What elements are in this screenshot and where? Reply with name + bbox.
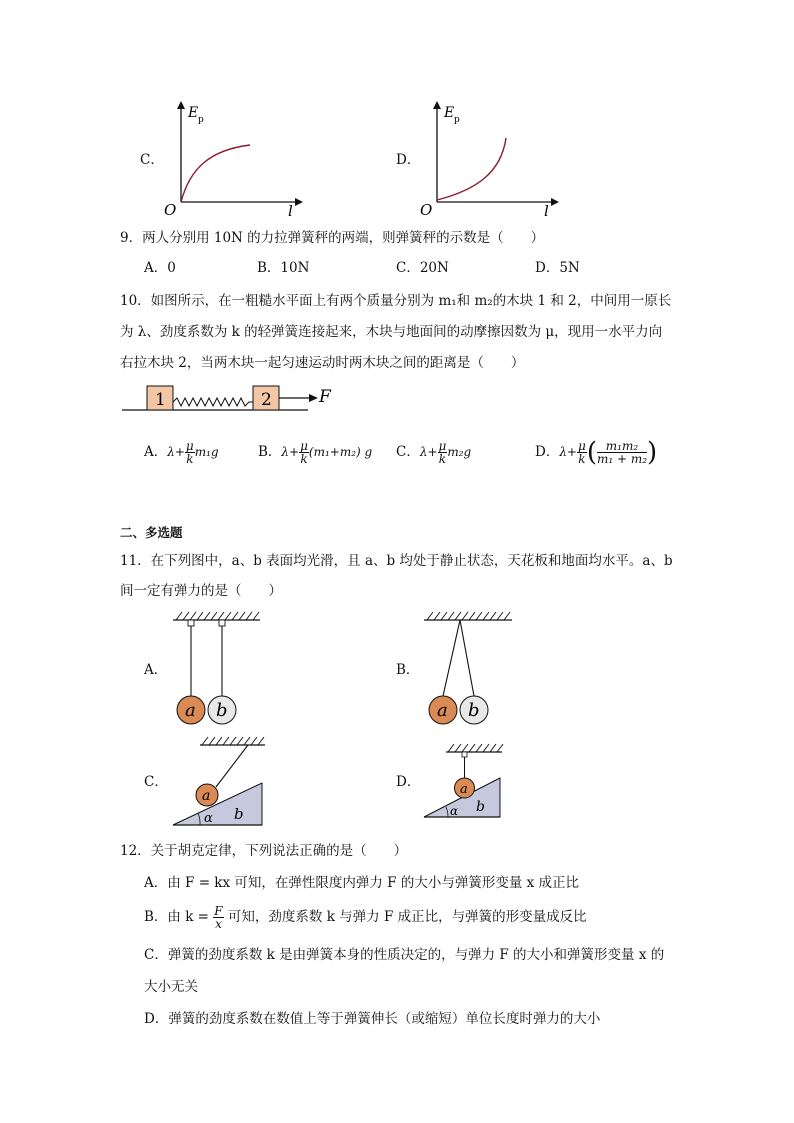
q12-option-a: A．由 F = kx 可知，在弹性限度内弹力 F 的大小与弹簧形变量 x 成正比 [144,875,580,891]
ball-a-label: a [437,700,448,721]
mu-over-k [438,440,448,465]
wedge-b-label: b [476,799,485,815]
spring [173,398,253,406]
expr-d-den: m₁ + m₂ [596,452,648,466]
ceiling-hatch [427,612,510,620]
q9-stem: 9．两人分别用 10N 的力拉弹簧秤的两端，则弹簧秤的示数是（ ） [120,230,545,246]
x: x [215,917,222,931]
option-letter: D． [535,444,560,460]
q10-stem-line3: 右拉木块 2，当两木块一起匀速运动时两木块之间的距离是（ ） [120,355,525,371]
k: k [578,452,586,466]
q10-option-b [258,440,372,465]
k: k [438,452,447,466]
mu-over-k [185,440,195,465]
ball-b-label: b [468,700,480,721]
lambda-plus: λ+ [559,445,577,459]
y-axis-sub: p [454,115,460,125]
mu-over-k [299,440,309,465]
q11-diagram-a [168,606,268,728]
k: k [186,452,194,466]
k: k [300,452,308,466]
q12-stem: 12．关于胡克定律，下列说法正确的是（ ） [120,843,408,859]
ep-curve-concave [181,145,250,202]
ball-a-label: a [185,700,196,721]
origin-label: O [420,201,433,218]
ceiling-hatch [448,744,503,752]
q8-graph-c [160,98,310,218]
q12-option-c-line1: C．弹簧的劲度系数 k 是由弹簧本身的性质决定的，与弹力 F 的大小和弹簧形变量 x 的 [144,947,665,963]
origin-label: O [164,201,177,218]
option-letter: B． [258,444,282,460]
q11-stem-line1: 11．在下列图中，a、b 表面均光滑，且 a、b 均处于静止状态，天花板和地面均水平。a、b [120,553,673,569]
f-over-x [213,905,223,930]
hook-a [188,620,194,626]
ball-b-label: b [216,700,228,721]
expr-a: m₁g [194,445,219,459]
q11-option-a-label: A． [144,662,168,678]
ball-a-label: a [460,782,468,797]
string [216,745,248,787]
q10-option-a [144,440,219,465]
q12-option-d: D．弹簧的劲度系数在数值上等于弹簧伸长（或缩短）单位长度时弹力的大小 [144,1011,601,1027]
q11-option-b-label: B． [396,662,420,678]
ceiling-hatch [202,737,264,745]
q10-stem-line2: 为 λ、劲度系数为 k 的轻弹簧连接起来，木块与地面间的动摩擦因数为 μ，现用一水平力向 [120,324,663,340]
hook-b [219,620,225,626]
q11-diagram-d [420,740,510,820]
q11-option-c-label: C． [144,774,168,790]
x-axis-arrow [551,198,559,206]
lambda-plus: λ+ [419,445,438,459]
ceiling-hatch [176,612,259,620]
block-1-label: 1 [155,390,166,410]
q10-option-d: D．λ+ $\frac{\mu}{k}$ ( $\frac{\text{m₁m₂}}{\text{m₁ + m₂}}$ ) [535,437,658,468]
angle-label: α [450,804,459,818]
q10-stem-line1: 10．如图所示，在一粗糙水平面上有两个质量分别为 m₁和 m₂的木块 1 和 2，中间用一原长 [120,293,672,309]
mu: μ [438,439,447,453]
hook [462,752,467,757]
mu: μ [300,439,308,453]
y-axis-sub: p [198,115,204,125]
q8-option-d-label: D． [396,152,421,168]
x-axis-label: l [544,202,549,218]
y-axis-label: E [188,105,199,121]
q9-option-d: D．5N [535,260,580,276]
q11-diagram-b [420,606,520,728]
ep-curve-convex [437,138,506,200]
q11-stem-line2: 间一定有弹力的是（ ） [120,583,282,599]
q10-option-c [396,440,471,465]
string-a [443,620,460,696]
q12-option-c-line2: 大小无关 [144,979,198,995]
q11-diagram-c [170,733,270,828]
x-axis-label: l [288,202,293,218]
q8-option-c-label: C． [140,152,164,168]
y-axis-arrow [177,101,185,109]
angle-label: α [204,811,213,826]
q12-option-b-pre: B．由 k = [144,909,209,925]
q12-option-b [144,905,587,930]
mu-over-k [577,440,587,465]
q9-option-c: C．20N [396,260,449,276]
q9-option-b: B．10N [257,260,310,276]
force-arrowhead [309,394,318,402]
expr-d-num: m₁m₂ [597,440,647,453]
lambda-plus: λ+ [167,445,185,459]
wedge-b [173,783,262,825]
q11-option-d-label: D． [396,774,421,790]
x-axis-arrow [295,198,303,206]
y-axis-label: E [444,105,455,121]
option-letter: A． [144,444,168,460]
block-2-label: 2 [261,390,272,410]
section-title-multiple-choice: 二、多选题 [120,525,183,540]
y-axis-arrow [433,101,441,109]
f: F [214,904,223,918]
q9-option-a: A．0 [144,260,176,276]
mu: μ [185,439,194,453]
q8-graph-d [416,98,566,218]
option-letter: C． [396,444,420,460]
wedge-b-label: b [234,805,244,823]
expr-b: (m₁+m₂) g [308,445,373,459]
force-label: F [319,387,331,407]
q10-diagram [120,380,350,415]
lambda-plus: λ+ [281,445,300,459]
expr-d-fraction [597,440,647,465]
string-b [460,620,474,696]
q12-option-b-post: 可知，劲度系数 k 与弹力 F 成正比，与弹簧的形变量成反比 [227,909,587,925]
ball-a-label: a [202,788,211,804]
expr-c: m₂g [447,445,472,459]
mu: μ [578,439,586,453]
